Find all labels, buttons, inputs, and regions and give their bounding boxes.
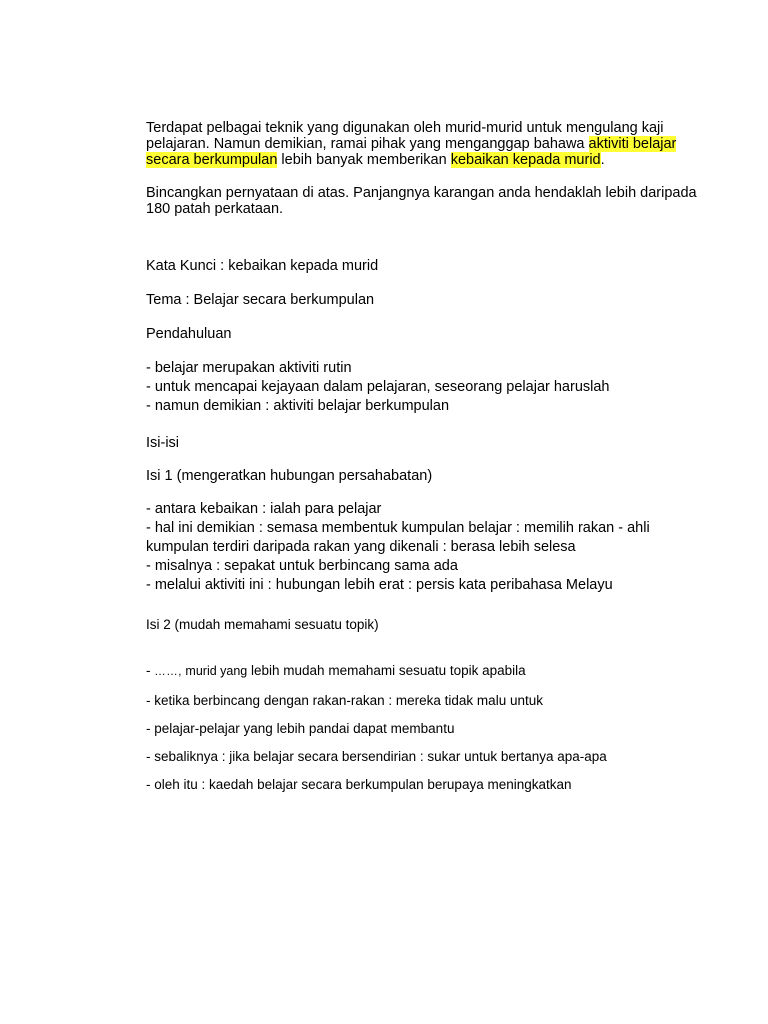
highlight-aktiviti-belajar: aktiviti belajar secara berkumpulan [146,136,677,168]
list-item: - melalui aktiviti ini : hubungan lebih erat : persis kata peribahasa Melayu [146,577,613,593]
question-paragraph-1 [146,120,706,168]
isi-1-heading: Isi 1 (mengeratkan hubungan persahabatan) [146,468,433,484]
list-item: - sebaliknya : jika belajar secara bersendirian : sukar untuk bertanya apa-apa [146,749,607,764]
first-point-rest: lebih mudah memahami sesuatu topik apabila [247,663,526,678]
pendahuluan-points [146,359,706,416]
isi-2-heading: Isi 2 (mudah memahami sesuatu topik) [146,617,379,632]
isi-isi-heading: Isi-isi [146,435,180,451]
tema: Tema : Belajar secara berkumpulan [146,292,375,308]
isi-1-points [146,500,706,595]
kata-kunci: Kata Kunci : kebaikan kepada murid [146,258,379,274]
list-item: - pelajar-pelajar yang lebih pandai dapat membantu [146,721,455,736]
list-item: - namun demikian : aktiviti belajar berkumpulan [146,398,450,414]
list-item [146,661,706,682]
list-item: - oleh itu : kaedah belajar secara berkumpulan berupaya meningkatkan [146,777,572,792]
isi-2-points [146,661,706,794]
list-item: - misalnya : sepakat untuk berbincang sama ada [146,558,458,574]
ellipsis: ……, [154,666,182,678]
list-item: - antara kebaikan : ialah para pelajar [146,501,382,517]
list-item: kumpulan terdiri daripada rakan yang dikenali : berasa lebih selesa [146,539,576,555]
question-text-a: Terdapat pelbagai teknik yang digunakan oleh murid-murid untuk mengulang kaji pelajaran. Namun demikian, ramai pihak yang menganggap bahawa [146,120,664,152]
list-item: - hal ini demikian : semasa membentuk kumpulan belajar : memilih rakan - ahli [146,520,650,536]
dash: - [146,663,155,678]
question-paragraph-2: Bincangkan pernyataan di atas. Panjangnya karangan anda hendaklah lebih daripada 180 patah perkataan. [146,185,697,217]
murid-yang-text: murid yang [181,664,248,678]
document-page [146,120,706,794]
pendahuluan-heading: Pendahuluan [146,326,232,342]
list-item: - belajar merupakan aktiviti rutin [146,360,352,376]
question-text-b: lebih banyak memberikan [277,152,451,168]
question-text-c: . [600,152,605,168]
list-item: - ketika berbincang dengan rakan-rakan : mereka tidak malu untuk [146,693,543,708]
list-item: - untuk mencapai kejayaan dalam pelajaran, seseorang pelajar haruslah [146,379,610,395]
highlight-kebaikan-kepada-murid: kebaikan kepada murid [450,152,601,168]
